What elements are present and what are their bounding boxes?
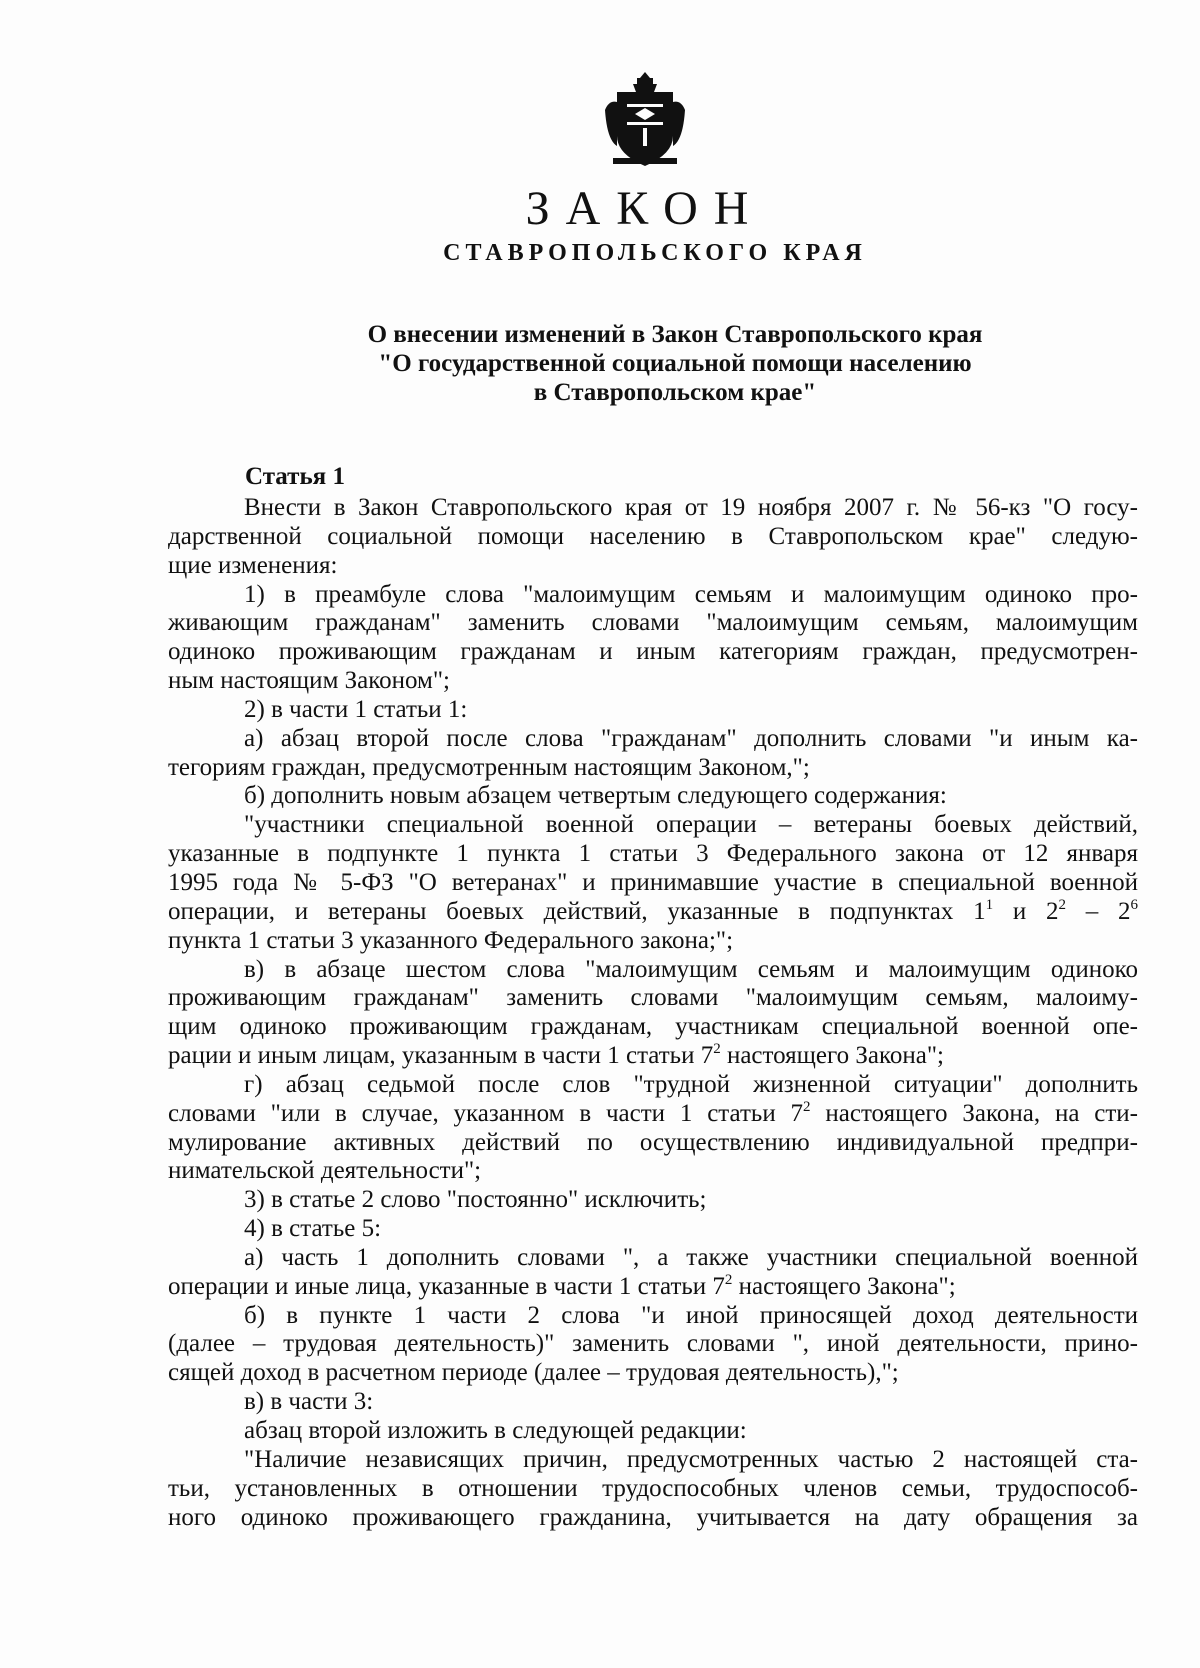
heading-line: в Ставропольском крае" (533, 378, 817, 406)
text-line: 1) в преамбуле слова "малоимущим семьям и малоимущим одиноко про- (244, 580, 1138, 608)
text-line: тегориям граждан, предусмотренным настоящим Законом,"; (168, 753, 810, 781)
text-line: 2) в части 1 статьи 1: (244, 695, 468, 723)
coat-of-arms-icon (603, 70, 687, 170)
text-line: проживающим гражданам" заменить словами "малоимущим семьям, малоиму- (168, 984, 1138, 1012)
superscript: 2 (1058, 896, 1067, 913)
superscript: 2 (713, 1041, 721, 1058)
superscript: 1 (985, 896, 994, 913)
text-line: мулирование активных действий по осуществлению индивидуальной предпри- (168, 1128, 1138, 1156)
text-line: словами "или в случае, указанном в части 1 статьи $7^2$ настоящего Закона, на сти- (168, 1098, 1139, 1127)
text-line: 3) в статье 2 слово "постоянно" исключить; (244, 1186, 707, 1214)
text-line: в) в абзаце шестом слова "малоимущим семьям и малоимущим одиноко (244, 955, 1138, 983)
text-line: тьи, установленных в отношении трудоспособных членов семьи, трудоспособ- (168, 1474, 1138, 1502)
text-line: живающим гражданам" заменить словами "малоимущим семьям, малоимущим (168, 609, 1138, 637)
text-line: щим одиноко проживающим гражданам, участникам специальной военной опе- (168, 1013, 1138, 1041)
text-line: б) в пункте 1 части 2 слова "и иной приносящей доход деятельности (244, 1301, 1138, 1329)
text-line: 1995 года № 5-ФЗ "О ветеранах" и принимавшие участие в специальной военной (168, 868, 1138, 896)
text-line: б) дополнить новым абзацем четвертым следующего содержания: (244, 782, 947, 810)
text-line: "Наличие независящих причин, предусмотренных частью 2 настоящей ста- (244, 1445, 1138, 1473)
text-line: Внести в Закон Ставропольского края от 19 ноября 2007 г. № 56-кз "О госу- (244, 494, 1138, 521)
text-line: 4) в статье 5: (244, 1215, 382, 1243)
text-line: в) в части 3: (244, 1388, 374, 1416)
law-title: ЗАКОН (525, 182, 765, 235)
article-body (168, 494, 1138, 1532)
superscript: 6 (1130, 896, 1138, 913)
superscript: 2 (724, 1271, 733, 1288)
heading-line: О внесении изменений в Закон Ставропольского края (367, 321, 983, 348)
text-line: "участники специальной военной операции – ветераны боевых действий, (244, 811, 1138, 839)
text-line: а) часть 1 дополнить словами ", а также участники специальной военной (244, 1243, 1138, 1271)
article-title: Статья 1 (245, 463, 345, 490)
text-line: одиноко проживающим гражданам и иным категориям граждан, предусмотрен- (168, 638, 1138, 666)
heading-line: "О государственной социальной помощи населению (378, 349, 972, 377)
text-line: рации и иным лицам, указанным в части 1 статьи $7^2$ настоящего Закона"; (168, 1041, 944, 1070)
text-line: абзац второй изложить в следующей редакции: (244, 1417, 747, 1444)
text-line: а) абзац второй после слова "гражданам" дополнить словами "и иным ка- (244, 724, 1138, 752)
text-line: нимательской деятельности"; (168, 1157, 482, 1185)
text-line: дарственной социальной помощи населению в Ставропольском крае" следую- (168, 522, 1138, 550)
law-subtitle: СТАВРОПОЛЬСКОГО КРАЯ (443, 240, 867, 266)
text-line: указанные в подпункте 1 пункта 1 статьи 3 Федерального закона от 12 января (168, 840, 1138, 868)
text-line: ным настоящим Законом"; (168, 667, 451, 695)
text-line: операции и иные лица, указанные в части 1 статьи $7^2$ настоящего Закона"; (168, 1271, 956, 1300)
text-line: операции, и ветераны боевых действий, указанные в подпунктах $1^1$ и $2^2 - 2^6$ (168, 896, 1138, 925)
text-line: ного одиноко проживающего гражданина, учитывается на дату обращения за (168, 1503, 1138, 1531)
document-heading (260, 320, 1090, 407)
text-line: сящей доход в расчетном периоде (далее – трудовая деятельность),"; (168, 1359, 899, 1387)
text-line: щие изменения: (168, 551, 338, 579)
text-line: (далее – трудовая деятельность)" заменить словами ", иной деятельности, прино- (168, 1330, 1138, 1358)
superscript: 2 (803, 1098, 811, 1115)
text-line: пункта 1 статьи 3 указанного Федерального закона;"; (168, 926, 734, 954)
text-line: г) абзац седьмой после слов "трудной жизненной ситуации" дополнить (244, 1070, 1138, 1098)
